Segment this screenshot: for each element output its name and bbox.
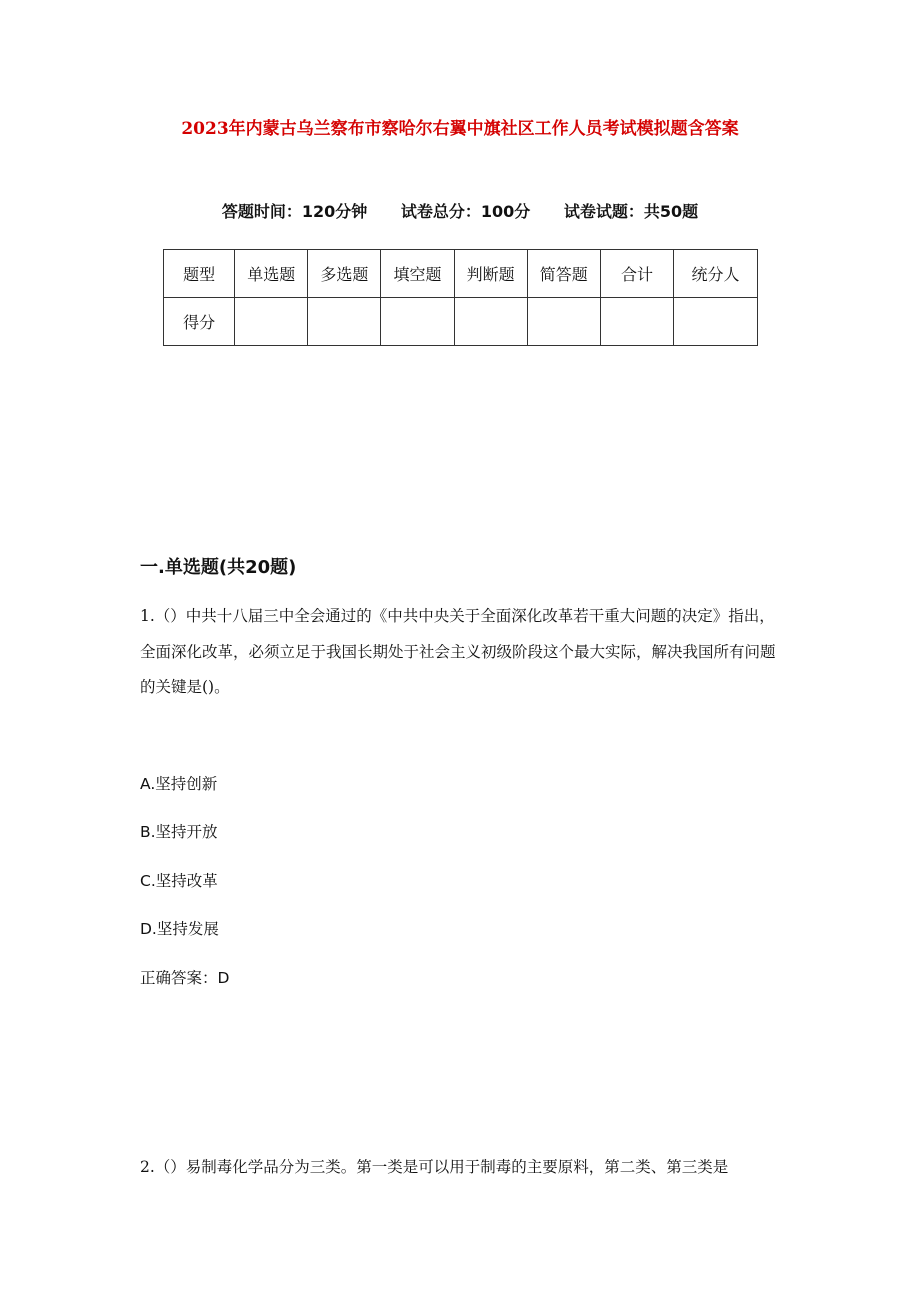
question-text: 1.（）中共十八届三中全会通过的《中共中央关于全面深化改革若干重大问题的决定》指出，全面深化改革，必须立足于我国长期处于社会主义初级阶段这个最大实际，解决我国所有问题的关键是()。 xyxy=(140,607,776,696)
header-cell-fill: 填空题 xyxy=(381,250,454,298)
header-cell-single: 单选题 xyxy=(235,250,308,298)
score-table xyxy=(163,249,758,346)
score-cell xyxy=(454,298,527,346)
exam-time: 答题时间：120分钟 xyxy=(221,202,368,221)
score-cell xyxy=(600,298,673,346)
score-cell xyxy=(235,298,308,346)
section-title: 一.单选题(共20题) xyxy=(140,557,297,578)
header-cell-short: 简答题 xyxy=(527,250,600,298)
option-c: C.坚持改革 xyxy=(140,872,218,890)
score-cell xyxy=(381,298,454,346)
header-cell-type: 题型 xyxy=(164,250,235,298)
exam-total-score: 试卷总分：100分 xyxy=(400,202,531,221)
correct-answer: 正确答案：D xyxy=(140,969,230,987)
option-b: B.坚持开放 xyxy=(140,823,218,841)
document-title: 2023年内蒙古乌兰察布市察哈尔右翼中旗社区工作人员考试模拟题含答案 xyxy=(181,119,739,139)
score-cell xyxy=(674,298,758,346)
score-table-header-row xyxy=(164,250,758,298)
header-cell-multi: 多选题 xyxy=(308,250,381,298)
question-text: 2.（）易制毒化学品分为三类。第一类是可以用于制毒的主要原料，第二类、第三类是 xyxy=(140,1158,729,1176)
option-a: A.坚持创新 xyxy=(140,775,218,793)
exam-meta xyxy=(0,199,920,222)
header-cell-grader: 统分人 xyxy=(674,250,758,298)
score-cell xyxy=(527,298,600,346)
row-label-score: 得分 xyxy=(164,298,235,346)
header-cell-sum: 合计 xyxy=(600,250,673,298)
score-cell xyxy=(308,298,381,346)
option-d: D.坚持发展 xyxy=(140,920,219,938)
score-table-score-row xyxy=(164,298,758,346)
header-cell-judge: 判断题 xyxy=(454,250,527,298)
exam-question-count: 试卷试题：共50题 xyxy=(563,202,699,221)
